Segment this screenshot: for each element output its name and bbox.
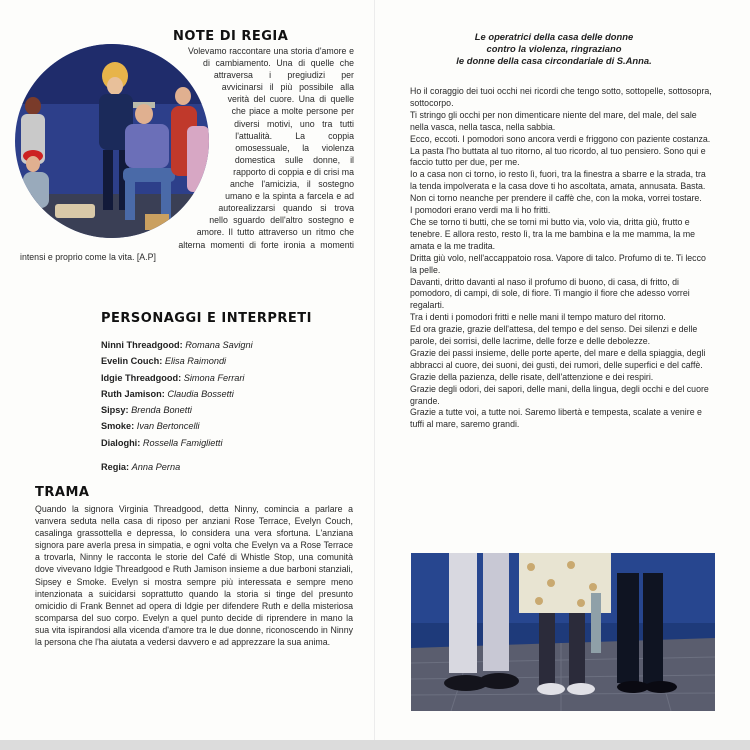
trama-text: Quando la signora Virginia Threadgood, detta Ninny, comincia a parlare a vanvera seduta nella casa di riposo per anziani Rose Terrace, Evelyn Couch, casalinga grassottella e depressa, lo considera una vera sfortuna. L'anziana signora pare averla presa in simpatia, e ogni volta che Evelyn va a Rose Terrace a trovarla, Ninny le racconta le storie del Café di Whistle Stop, una comunità dove vivevano Idgie Threadgood e Ruth Jamison insieme a due barboni stanziali, Sipsey e Smoke. Evelyn si mostra sempre più interessata e sempre meno intenzionata a suicidarsi soprattutto quando la storia si tinge del presunto omicidio di Frank Bennet ad opera di Idgie per difendere Ruth e della misteriosa scomparsa del suo corpo. Evelyn a quel punto decide di riprendere in mano la sua vita ispirandosi alla vicenda d'amore tra le due donne, riconoscendo in Ninny la persona che l'ha aiutata a vedersi davvero e ad apprezzare la sua anima.: [35, 504, 353, 648]
poem-paragraph: Grazie della pazienza, delle risate, dell'attenzione e dei respiri.: [410, 371, 654, 382]
poem-paragraph: Che se torno ti butti, che se torni mi butto via, volo via, dritta giù, frutto e tenebre. E allora resto, resto lì, tra la me bambina e la me mamma, la me amata e la me tradita.: [410, 216, 696, 251]
poem-paragraph: Ecco, eccoti. I pomodori sono ancora verdi e friggono con paziente costanza. La pasta l'ho buttata al tuo ritorno, al tuo ricordo, al tuo pensiero. Sono qui e faccio tutto per due, per me.: [410, 133, 711, 168]
cast-role: Evelin Couch:: [101, 356, 163, 367]
dedication-line: contro la violenza, ringraziano: [486, 43, 622, 55]
poem-paragraph: Ed ora grazie, grazie dell'attesa, del tempo e del senso. Dei silenzi e delle parole, dei sorrisi, delle lacrime, delle forze e delle debolezze.: [410, 324, 698, 347]
legs-photo-illustration: [411, 553, 715, 711]
dedication-line: Le operatrici della casa delle donne: [474, 31, 634, 42]
poem-paragraph: Grazie degli odori, dei sapori, delle mani, della lingua, degli occhi e del cuore grande.: [410, 383, 709, 406]
cast-actor: Ivan Bertoncelli: [136, 421, 200, 432]
cast-row: [101, 370, 351, 386]
poem-paragraph: Grazie a tutte voi, a tutte noi. Saremo libertà e tempesta, scalate a venire e tuffi al mare, saremo grandi.: [410, 407, 702, 430]
cast-row: [101, 337, 351, 353]
note-di-regia-text: Volevamo raccontare una storia d'amore e di cambiamento. Una di quelle che attraversa i pregiudizi per avvicinarsi il più possibile alla verità del cuore. Una di quelle che piace a molte persone per diversi motivi, uno tra tutti l'attualità. La coppia omosessuale, la violenza domestica sulle donne, il rapporto di coppia e di crisi ma anche l'amicizia, il sostegno umano e la spinta a farcela e ad autorealizzarsi quando si trova nello sguardo dell'altro sostegno e amore. Il tutto attraverso un ritmo che alterna momenti di forte ironia a momenti intensi e proprio come la vita. [A.P]: [20, 46, 354, 262]
cast-role: Ruth Jamison:: [101, 388, 165, 399]
cast-row: [101, 435, 351, 451]
page-gutter: [374, 0, 375, 740]
poem-paragraph: I pomodori erano verdi ma li ho fritti.: [410, 205, 551, 216]
cast-actor: Rossella Famiglietti: [142, 437, 223, 448]
poem-paragraph: Davanti, dritto davanti al naso il profumo di buono, di casa, di fritto, di pomodoro, di campi, di sole, di fiore. Ti mangio il fiore che adesso vorrei regalarti.: [410, 276, 690, 311]
cast-row: [101, 353, 351, 369]
cast-role: Sipsy:: [101, 405, 129, 416]
cast-actor: Simona Ferrari: [183, 372, 245, 383]
cast-list: [101, 337, 351, 475]
cast-actor: Romana Savigni: [185, 340, 253, 350]
poem-paragraph: Ti stringo gli occhi per non dimenticare niente del mare, del male, del sale nella vasca, nella tasca, nella sabbia.: [410, 109, 697, 132]
cast-role: Smoke:: [101, 421, 135, 432]
cast-actor: Brenda Bonetti: [131, 405, 192, 416]
note-di-regia-body: [20, 45, 354, 263]
director-role: Regia:: [101, 462, 130, 473]
cast-row: [101, 386, 351, 402]
note-di-regia-title: NOTE DI REGIA: [173, 29, 289, 44]
cast-actor: Claudia Bossetti: [167, 388, 234, 399]
poem-paragraph: Ho il coraggio dei tuoi occhi nei ricordi che tengo sotto, sottopelle, sottosopra, sottocorpo.: [410, 86, 712, 108]
personaggi-title: PERSONAGGI E INTERPRETI: [101, 311, 312, 326]
cast-row: [101, 418, 351, 434]
cast-role: Dialoghi:: [101, 437, 141, 448]
dedication: [400, 31, 708, 68]
poem-paragraph: Grazie dei passi insieme, delle porte aperte, del mare e della spiaggia, degli abbracci al cuore, dei suoni, dei gusti, dei rumori, delle superfici e del caffè.: [410, 347, 706, 370]
trama-title: TRAMA: [35, 485, 90, 500]
page-bottom-edge: [0, 740, 750, 750]
director-name: Anna Perna: [131, 462, 181, 473]
dedication-line: le donne della casa circondariale di S.Anna.: [456, 55, 652, 67]
poem-paragraph: Io a casa non ci torno, io resto lì, fuori, tra la finestra a sbarre e la strada, tra la tenda impolverata e la casa dove ti ho ascoltata, amata, annusata. Basta. Non ci torno neanche per prendere il caffè che, con la moka, vorrei tostare.: [410, 169, 706, 204]
poem-paragraph: Tra i denti i pomodori fritti e nelle mani il tempo maturo del ritorno.: [410, 312, 666, 323]
cast-actor: Elisa Raimondi: [164, 356, 227, 367]
poem-text: [410, 86, 712, 431]
cast-row: [101, 402, 351, 418]
director-row: [101, 459, 351, 475]
trama-body: [35, 503, 353, 648]
stage-photo-legs: [411, 553, 715, 711]
poem-paragraph: Dritta giù volo, nell'accappatoio rosa. Vapore di talco. Profumo di te. Ti lecco la pelle.: [410, 252, 706, 275]
cast-role: Ninni Threadgood:: [101, 340, 183, 350]
cast-role: Idgie Threadgood:: [101, 372, 182, 383]
